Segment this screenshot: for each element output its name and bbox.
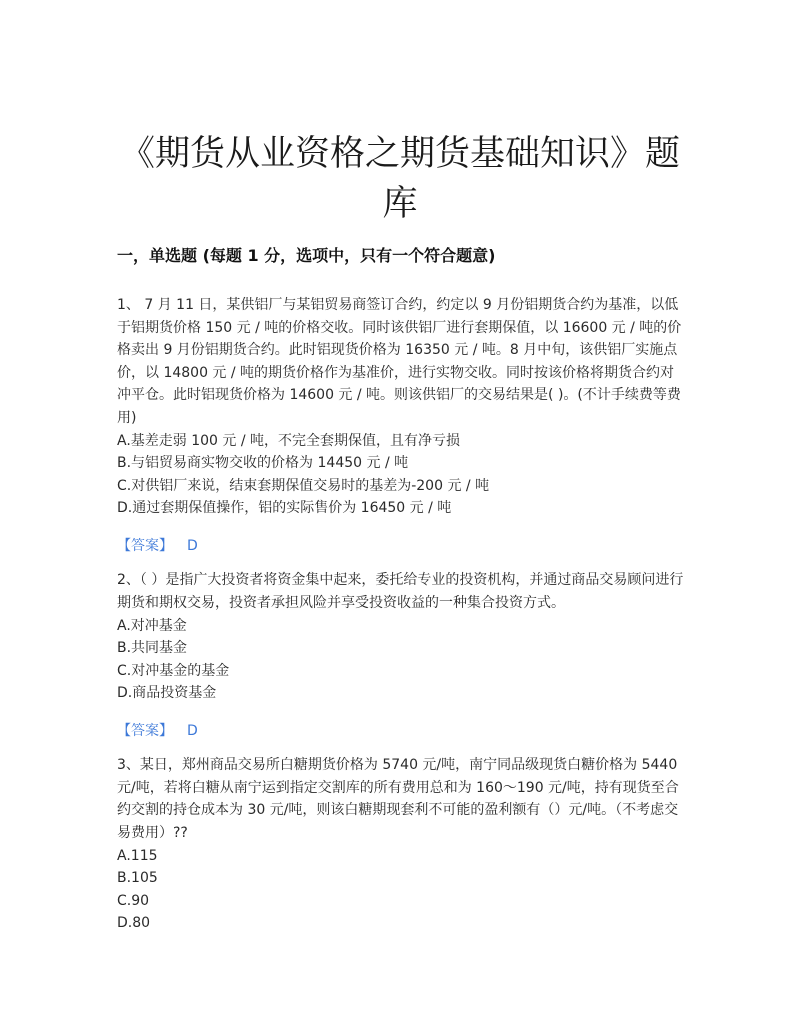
question-1-answer [117,535,687,557]
question-3-option-a: A.115 [117,847,158,864]
question-1-option-a: A.基差走弱 100 元 / 吨，不完全套期保值，且有净亏损 [117,432,461,449]
document-title-line-2: 库 [382,184,418,225]
question-1-stem: 1、 7 月 11 日，某供铝厂与某铝贸易商签订合约，约定以 9 月份铝期货合约为基准，以低于铝期货价格 150 元 / 吨的价格交收。同时该供铝厂进行套期保值，以 16600 元 / 吨的价格卖出 9 月份铝期货合约。此时铝现货价格为 16350 元 / 吨。8 月中旬，该供铝厂实施点价，以 14800 元 / 吨的期货价格作为基准价，进行实物交收。同时按该价格将期货合约对冲平仓。此时铝现货价格为 14600 元 / 吨。则该供铝厂的交易结果是( )。(不计手续费等费用) [117,297,682,426]
question-3-option-c: C.90 [117,892,150,909]
question-2 [117,569,687,742]
answer-label: 【答案】 [117,537,173,554]
question-1-options [117,430,687,520]
question-2-answer [117,720,687,742]
section-heading: 一，单选题 (每题 1 分，选项中，只有一个符合题意) [117,246,496,265]
answer-value: D [187,537,198,554]
question-3-stem: 3、某日，郑州商品交易所白糖期货价格为 5740 元/吨，南宁同品级现货白糖价格为 5440 元/吨，若将白糖从南宁运到指定交割库的所有费用总和为 160～190 元/吨，持有现货至合约交割的持仓成本为 30 元/吨，则该白糖期现套利不可能的盈利额有（）元/吨。（不考虑交易费用）?? [117,757,679,841]
question-1-option-d: D.通过套期保值操作，铝的实际售价为 16450 元 / 吨 [117,500,452,516]
question-2-option-a: A.对冲基金 [117,617,187,634]
question-1-option-b: B.与铝贸易商实物交收的价格为 14450 元 / 吨 [117,455,409,471]
question-2-option-c: C.对冲基金的基金 [117,662,230,679]
question-3 [117,754,687,935]
question-2-stem: 2、（ ）是指广大投资者将资金集中起来，委托给专业的投资机构，并通过商品交易顾问进行期货和期权交易，投资者承担风险并享受投资收益的一种集合投资方式。 [117,572,684,611]
document-title-line-1: 《期货从业资格之期货基础知识》题 [119,134,680,175]
answer-value: D [187,722,198,739]
question-2-option-d: D.商品投资基金 [117,685,217,701]
question-3-options [117,845,687,935]
question-1 [117,294,687,557]
document-title [100,129,700,229]
question-3-option-b: B.105 [117,870,158,886]
question-1-option-c: C.对供铝厂来说，结束套期保值交易时的基差为-200 元 / 吨 [117,477,490,494]
question-2-options [117,615,687,705]
question-3-option-d: D.80 [117,915,151,931]
question-2-option-b: B.共同基金 [117,640,188,656]
answer-label: 【答案】 [117,722,173,739]
